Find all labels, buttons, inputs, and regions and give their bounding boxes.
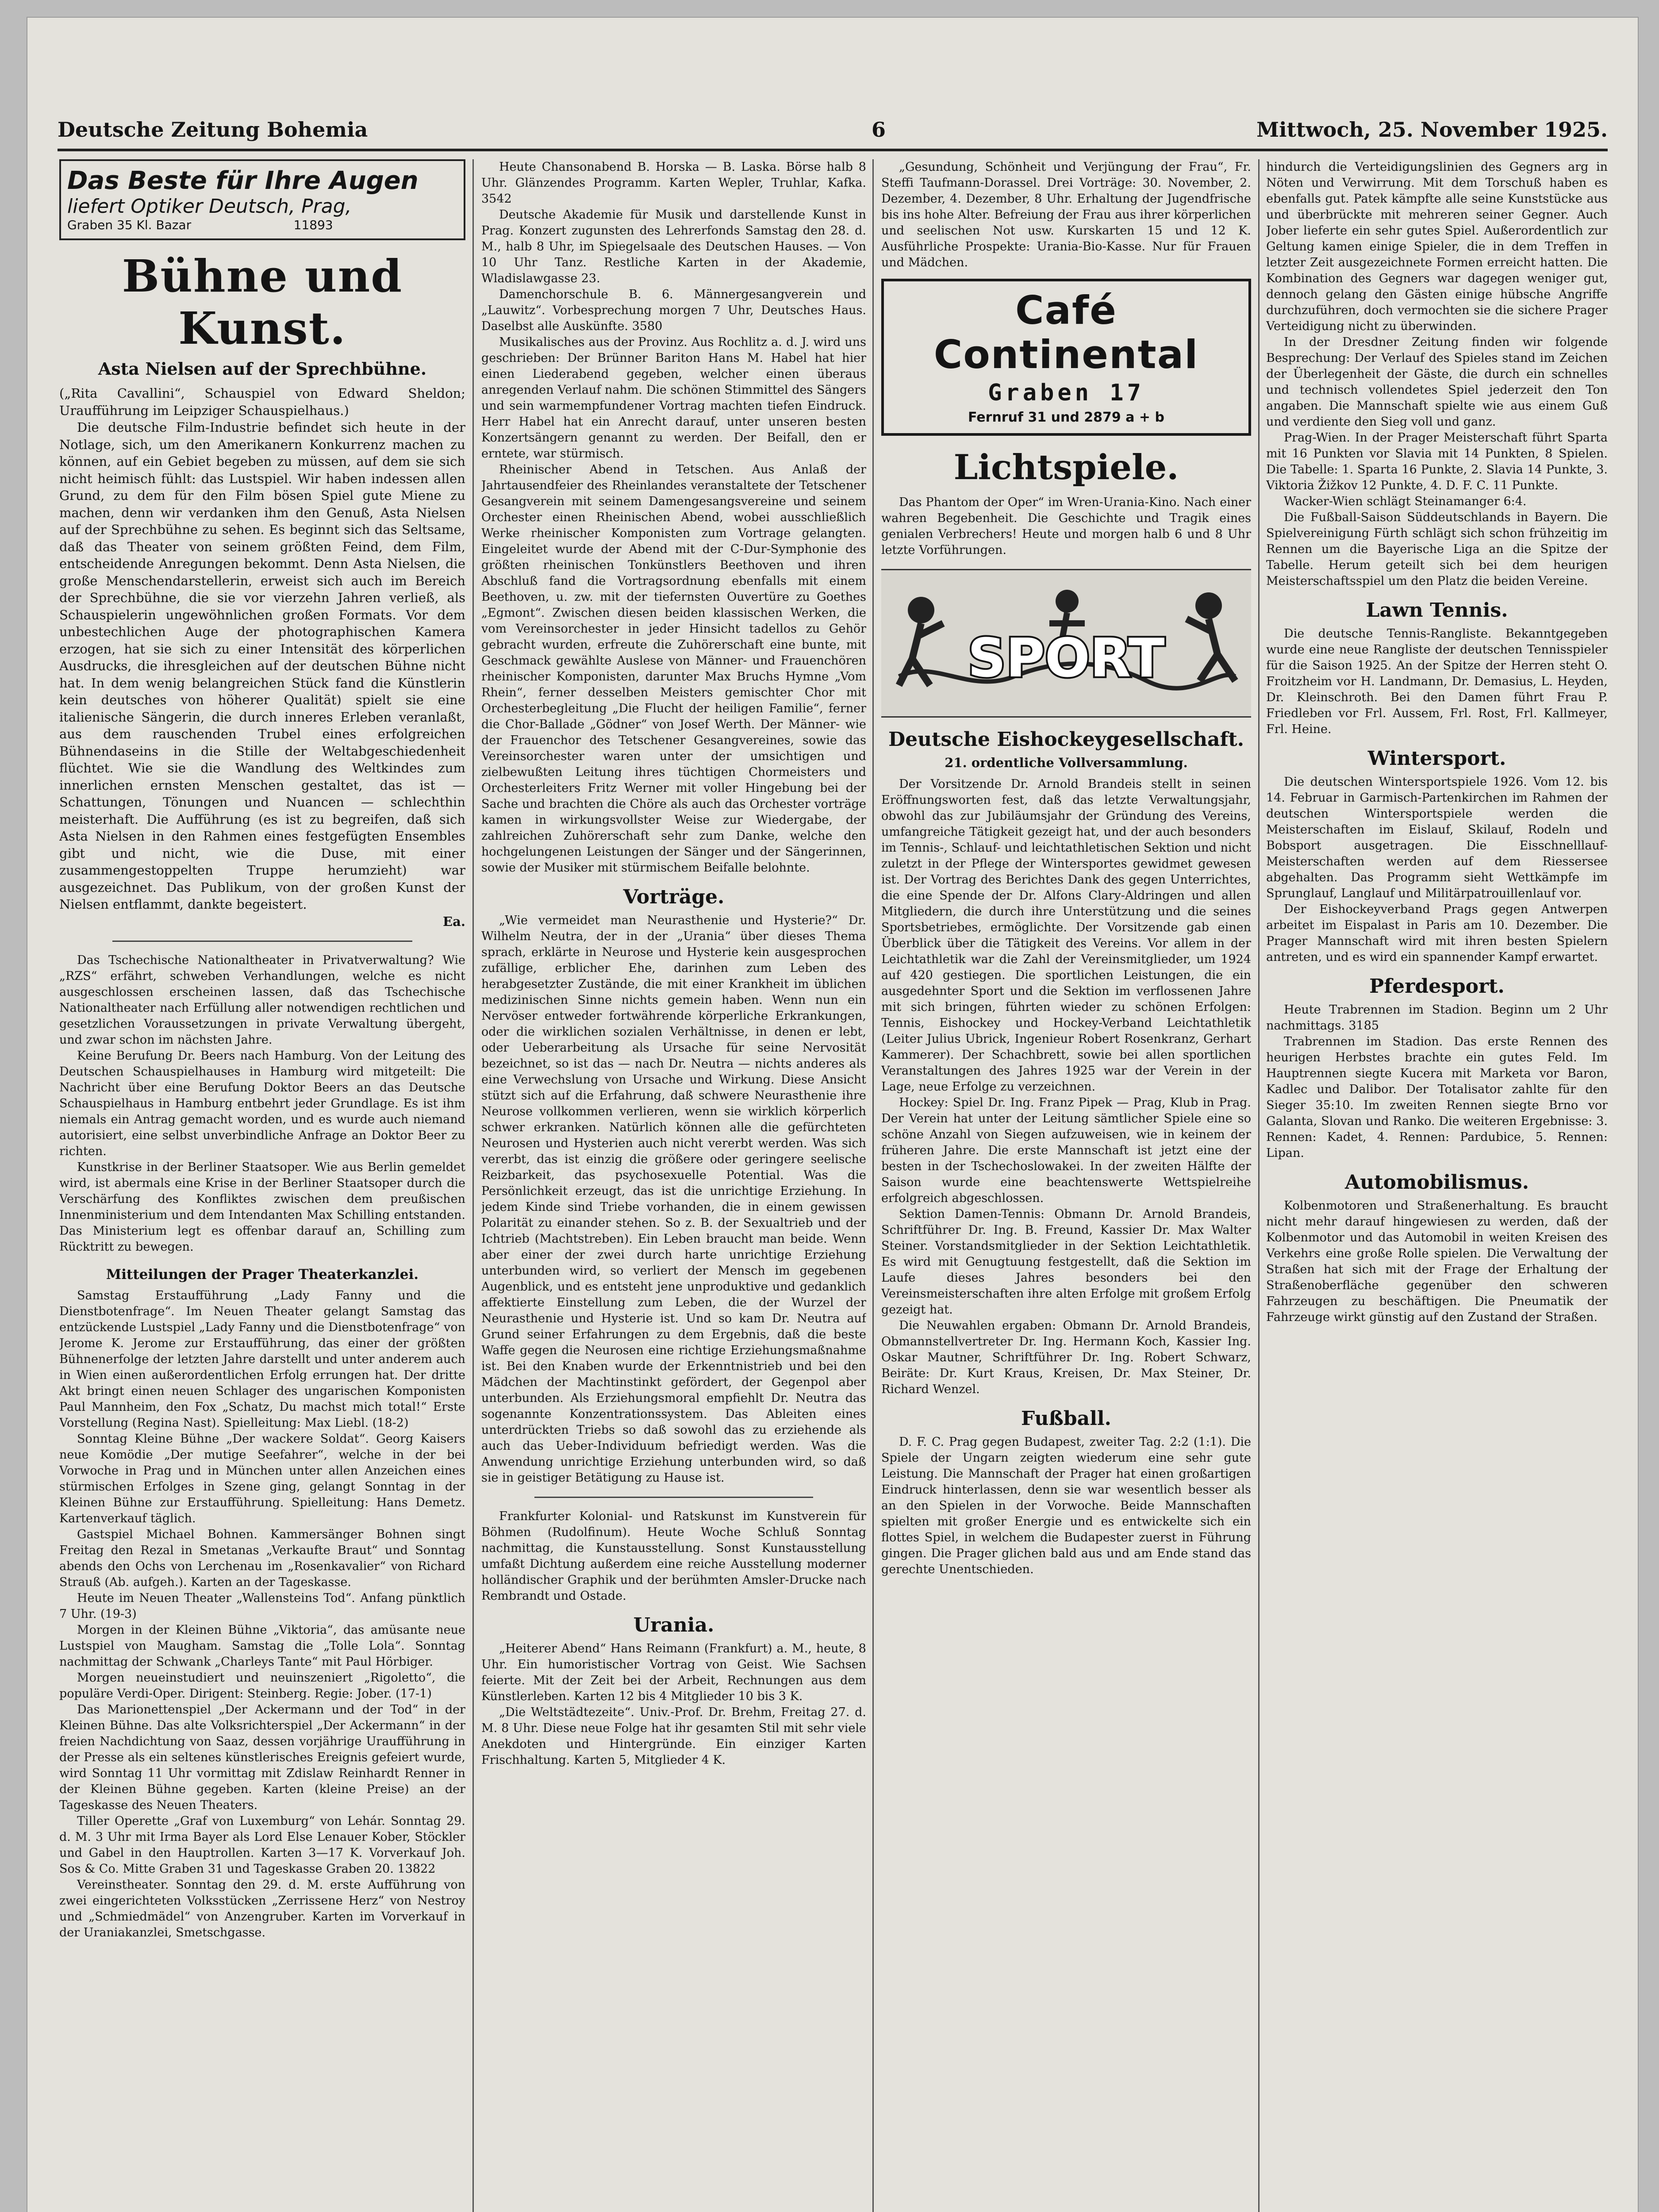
section-heading: Urania. <box>633 1614 714 1636</box>
news-item: Musikalisches aus der Provinz. Aus Rochlitz a. d. J. wird uns geschrieben: Der Brünner Bariton Hans M. Habel hat hier einen Liederabend gegeben, welcher einen überaus anregenden Verlauf nahm. Die schönen Stimmittel des Sängers und sein warmempfundener Vortrag machten tiefen Eindruck. Herr Habel hat ein Anrecht darauf, unter unseren besten Konzertsängern genannt zu werden. Der Beifall, den er erntete, war stürmisch. <box>481 335 866 461</box>
section-heading: Lawn Tennis. <box>1366 599 1508 622</box>
news-item: „Gesundung, Schönheit und Verjüngung der Frau“, Fr. Steffi Taufmann-Dorassel. Drei Vorträge: 30. November, 2. Dezember, 4. Dezember, 8 Uhr. Erhaltung der Jugendfrische bis ins hohe Alter. Befreiung der Frau aus ihrer körperlichen und seelischen Not usw. Kurskarten 15 und 12 K. Ausführliche Prospekte: Urania-Bio-Kasse. Nur für Frauen und Mädchen. <box>881 160 1251 269</box>
news-item: Trabrennen im Stadion. Das erste Rennen des heurigen Herbstes brachte ein gutes Feld. Im Hauptrennen siegte Kucera mit Marketa vor Baron, Kadlec und Dalibor. Der Totalisator zahlte für den Sieger 35:10. Im zweiten Rennen siegte Brno vor Galanta, Slovan und Ranko. Die weiteren Ergebnisse: 3. Rennen: Kadet, 4. Rennen: Pardubice, 5. Rennen: Lipan. <box>1266 1035 1608 1160</box>
section-heading: Lichtspiele. <box>953 447 1179 488</box>
news-item: Keine Berufung Dr. Beers nach Hamburg. Von der Leitung des Deutschen Schauspielhauses in Hamburg wird mitgeteilt: Die Nachricht über eine Berufung Doktor Beers an das Deutsche Schauspielhaus in Hamburg entbehrt jeder Grundlage. Es ist ihm niemals ein Antrag gemacht worden, und es wurde auch niemand autorisiert, eine selbst unverbindliche Anfrage an Doktor Beer zu richten. <box>59 1049 465 1158</box>
sport-banner <box>881 569 1251 718</box>
news-item: Vereinstheater. Sonntag den 29. d. M. erste Aufführung von zwei eingerichteten Volksstücken „Zerrissene Herz“ von Nestroy und „Schmiedmädel“ von Anzengruber. Karten im Vorverkauf in der Uraniakanzlei, Smetschgasse. <box>59 1878 465 1939</box>
news-item: Sektion Damen-Tennis: Obmann Dr. Arnold Brandeis, Schriftführer Dr. Ing. B. Freund, Kassier Dr. Max Walter Steiner. Vorstandsmitglieder in der Sektion Leichtathletik. Es wird mit Genugtuung festgestellt, daß die Sektion im Laufe dieses Jahres besonders bei den Vereinsmeisterschaften ihre alten Erfolge mit großem Erfolg gezeigt hat. <box>881 1207 1251 1317</box>
news-item: Das Marionettenspiel „Der Ackermann und der Tod“ in der Kleinen Bühne. Das alte Volksrichterspiel „Der Ackermann“ in der freien Nachdichtung von Saaz, dessen vorjährige Uraufführung in der Presse als ein seltenes künstlerisches Ereignis gefeiert wurde, wird Sonntag 11 Uhr vormittag mit Zdislaw Reinhardt Renner in der Kleinen Bühne gegeben. Karten (kleine Preise) an der Tageskasse des Neuen Theaters. <box>59 1703 465 1812</box>
news-item: „Heiterer Abend“ Hans Reimann (Frankfurt) a. M., heute, 8 Uhr. Ein humoristischer Vortrag von Geist. Wie Sachsen feierte. Mit der Zeit bei der Arbeit, Rechnungen aus dem Künstlerleben. Karten 12 bis 4 Mitglieder 10 bis 3 K. <box>481 1642 866 1703</box>
page-number: 6 <box>872 118 886 142</box>
news-item: Tiller Operette „Graf von Luxemburg“ von Lehár. Sonntag 29. d. M. 3 Uhr mit Irma Bayer als Lord Else Lenauer Kober, Stöckler und Gabel in den Hauptrollen. Karten 3—17 K. Vorverkauf Joh. Sos & Co. Mitte Graben 31 und Tageskasse Graben 20. 13822 <box>59 1814 465 1876</box>
news-item: Die deutschen Wintersportspiele 1926. Vom 12. bis 14. Februar in Garmisch-Partenkirchen im Rahmen der deutschen Wintersportspiele werden die Meisterschaften im Eislauf, Skilauf, Rodeln und Bobsport ausgetragen. Die Eisschnelllauf-Meisterschaften werden auf dem Riessersee abgehalten. Das Programm sieht Wettkämpfe im Sprunglauf, Langlauf und Militärpatrouillenlauf vor. <box>1266 775 1608 900</box>
news-item: Hockey: Spiel Dr. Ing. Franz Pipek — Prag, Klub in Prag. Der Verein hat unter der Leitung sämtlicher Spiele eine so schöne Anzahl von Siegen aufzuweisen, wie in keinem der früheren Jahre. Die erste Mannschaft ist jetzt eine der besten in der Tschechoslowakei. In der zweiten Hälfte der Saison wurde eine beachtenswerte Wettspielreihe erfolgreich abgeschlossen. <box>881 1096 1251 1205</box>
column-rule <box>472 159 474 2212</box>
article-paragraph: („Rita Cavallini“, Schauspiel von Edward Sheldon; Uraufführung im Leipziger Schauspielhaus.) <box>59 386 465 418</box>
news-item: Das Phantom der Oper“ im Wren-Urania-Kino. Nach einer wahren Begebenheit. Die Geschichte und Tragik eines genialen Verbrechers! Heute und morgen halb 6 und 8 Uhr letzte Vorführungen. <box>881 495 1251 557</box>
ad-company: liefert Optiker Deutsch, Prag, <box>67 195 352 218</box>
news-item: Der Vorsitzende Dr. Arnold Brandeis stellt in seinen Eröffnungsworten fest, daß das letzte Verwaltungsjahr, obwohl das zur Jubiläumsjahr der Gründung des Vereins, umfangreiche Tätigkeit gezeigt hat, und der auch besonders im Tennis-, Schlauf- und leichtathletischen Sektion und nicht zuletzt in der Pflege der Wintersportes gewidmet gewesen ist. Der Vortrag des Berichtes Dank des gegen Unterrichtes, die eine Spende der Dr. Alfons Clary-Aldringen und allen Mitgliedern, die durch ihre Unterstützung und die seines Sportsbetriebes, ermöglichte. Der Vorsitzende gab einen Überblick über die Tätigkeit des Vereins. Vor allem in der Leichtathletik war die Zahl der Vereinsmitglieder, um 1924 auf 420 gestiegen. Die sportlichen Leistungen, die ein ausgedehnter Sport und die Sektion im verflossenen Jahre mit sich bringen, führten wieder zu schönen Erfolgen: Tennis, Eishockey und Hockey-Verband Leichtathletik (Leiter Julius Ubrick, Ingenieur Robert Rosenkranz, Gerhart Kammerer). Der Schachbrett, sowie bei allen sportlichen Veranstaltungen des Jahres 1925 war der Verein in der Lage, neue Erfolge zu verzeichnen. <box>881 777 1251 1094</box>
news-item: D. F. C. Prag gegen Budapest, zweiter Tag. 2:2 (1:1). Die Spiele der Ungarn zeigten wiederum eine sehr gute Leistung. Die Mannschaft der Prager hat einen großartigen Eindruck hinterlassen, denn sie war wesentlich besser als an den Spielen in der Vorwoche. Beide Mannschaften spielten mit großer Energie und es entwickelte sich ein flottes Spiel, in welchem die Budapester zuerst in Führung gingen. Die Prager glichen bald aus und am Ende stand das gerechte Unentschieden. <box>881 1435 1251 1576</box>
news-item: „Wie vermeidet man Neurasthenie und Hysterie?“ Dr. Wilhelm Neutra, der in der „Urania“ über dieses Thema sprach, erklärte in Neurose und Hysterie kein ausgesprochen zufällige, erblicher Ehe, darinhen zum Leben des herabgesetzter Zustände, die mit einer Krankheit im üblichen medizinischen Sinne nichts gemein haben. Wenn nun ein Nervöser entweder fortwährende körperliche Erkrankungen, oder die wirklichen sozialen Verhältnisse, in denen er lebt, oder Ueberarbeitung als Ursache für seine Nervosität bezeichnet, so ist das — nach Dr. Neutra — nichts anderes als eine Verwechslung von Ursache und Wirkung. Diese Ansicht stützt sich auf die Erfahrung, daß schwere Neurasthenie ihre Neurose vollkommen verlieren, wenn sie wirklich körperlich schwer erkranken. Natürlich können alle die gefürchteten Neurosen und Hysterien auch nicht vererbt werden. Was sich vererbt, das ist einzig die größere oder geringere seelische Reizbarkeit, das psychosexuelle Potential. Was die Persönlichkeit erzeugt, das ist die unrichtige Erziehung. In jedem Kinde sind Triebe vorhanden, die in einem gewissen Polarität zu einander stehen. So z. B. der Sexualtrieb und der Ichtrieb (Machtstreben). Ein Leben braucht man beide. Wenn aber einer der zwei durch harte unrichtige Erziehung unterbunden wird, so verliert der Mensch im gegebenen Augenblick, und es entsteht jene unproduktive und gedanklich affektierte Einstellung zum Leben, die der Wurzel der Neurasthenie und Hysterie ist. Und so kam Dr. Neutra auf Grund seiner Erfahrungen zu dem Ergebnis, daß die beste Waffe gegen die Neurosen eine richtige Erziehungsmaßnahme ist. Bei den Knaben wurde der Erkenntnistrieb und bei den Mädchen der Machtinstinkt gefördert, der Gegenpol aber unterbunden. Als Erziehungsmoral empfiehlt Dr. Neutra das sogenannte Konzentrationssystem. Das Ableiten eines unterdrückten Triebs so daß sowohl das zu erziehende als auch das Ueber-Individuum befriedigt werden. Was die Anwendung unrichtige Erziehung unterbunden wird, so daß sie in geistiger Betätigung zu Hause ist. <box>481 914 866 1485</box>
news-item: Heute im Neuen Theater „Wallensteins Tod“. Anfang pünktlich 7 Uhr. (19-3) <box>59 1591 465 1621</box>
cafe-continental-advertisement <box>881 279 1251 436</box>
news-item: Morgen neueinstudiert und neuinszeniert „Rigoletto“, die populäre Verdi-Oper. Dirigent: Steinberg. Regie: Jober. (17-1) <box>59 1671 465 1701</box>
article-signature: Ea. <box>443 914 465 929</box>
news-item: Rheinischer Abend in Tetschen. Aus Anlaß der Jahrtausendfeier des Rheinlandes veranstaltete der Tetschener Gesangverein mit seinem Damengesangsvereine und seinem Orchester einen Rheinischen Abend, wobei ausschließlich Werke rheinischer Komponisten zum Vortrage gelangten. Eingeleitet wurde der Abend mit der C-Dur-Symphonie des größten rheinischen Tonkünstlers Beethoven und ihren Abschluß fand die Vortragsordnung ebenfalls mit einem Beethoven, u. zw. mit der tiefernsten Ouvertüre zu Goethes „Egmont“. Zwischen diesen beiden klassischen Werken, die vom Vereinsorchester in jeder Hinsicht tadellos zu Gehör gebracht wurden, erfreute die Zuhörerschaft eine bunte, mit Geschmack gewählte Auslese von Männer- und Frauenchören rheinischer Komponisten, darunter Max Bruchs Hymne „Vom Rhein“, ferner desselben Meisters gemischter Chor mit Orchesterbegleitung „Die Flucht der heiligen Familie“, ferner die Chor-Ballade „Gödner“ von Josef Werth. Der Männer- wie der Frauenchor des Tetschener Gesangvereines, sowie das Vereinsorchester waren unter der umsichtigen und zielbewußten Leitung ihres tüchtigen Chormeisters und Orchesterleiters Fritz Werner mit voller Hingebung bei der Sache und brachten die Chöre als auch das Orchester vorträge kamen in wirkungsvollster Weise zur Wiedergabe, der zahlreichen Zuhörerschaft sehr zum Danke, welche den hochgelungenen Leistungen der Sänger und der Sängerinnen, sowie der Musiker mit stürmischem Beifalle belohnte. <box>481 463 866 875</box>
news-item: Samstag Erstaufführung „Lady Fanny und die Dienstbotenfrage“. Im Neuen Theater gelangt Samstag das entzückende Lustspiel „Lady Fanny und die Dienstbotenfrage“ von Jerome K. Jerome zur Erstaufführung, das einer der größten Bühnenerfolge der letzten Jahre darstellt und unter anderem auch in Wien einen außerordentlichen Erfolg errungen hat. Der dritte Akt bringt einen neuen Schlager des ungarischen Komponisten Paul Mannheim, den Fox „Schatz, Du machst mich total!“ Erste Vorstellung (Regina Nast). Spielleitung: Max Liebl. (18-2) <box>59 1289 465 1430</box>
section-heading: Deutsche Eishockeygesellschaft. <box>888 728 1244 751</box>
news-item: Heute Chansonabend B. Horska — B. Laska. Börse halb 8 Uhr. Glänzendes Programm. Karten Wepler, Truhlar, Kafka. 3542 <box>481 160 866 206</box>
news-item: Frankfurter Kolonial- und Ratskunst im Kunstverein für Böhmen (Rudolfinum). Heute Woche Schluß Sonntag nachmittag, die Kunstausstellung. Sonst Kunstausstellung umfaßt Dichtung außerdem eine reiche Ausstellung moderner holländischer Graphik und der berühmten Amsler-Drucke nach Rembrandt und Ostade. <box>481 1509 866 1603</box>
section-heading: Fußball. <box>1021 1407 1111 1430</box>
column-4 <box>1266 159 1608 2212</box>
sport-illustration <box>881 570 1251 716</box>
column-rule <box>1258 159 1260 2212</box>
news-item: Der Eishockeyverband Prags gegen Antwerpen arbeitet im Eispalast in Paris am 10. Dezember. Die Prager Mannschaft wird mit ihren besten Spielern antreten, und es wird ein spannender Kampf erwartet. <box>1266 902 1608 964</box>
news-item: Heute Trabrennen im Stadion. Beginn um 2 Uhr nachmittags. 3185 <box>1266 1003 1608 1033</box>
running-head-left: Deutsche Zeitung Bohemia <box>58 118 368 142</box>
section-heading: Pferdesport. <box>1369 975 1505 998</box>
news-item: Gastspiel Michael Bohnen. Kammersänger Bohnen singt Freitag den Rezal in Smetanas „Verkaufte Braut“ und Sonntag abends den Ochs von Lerchenau im „Rosenkavalier“ von Richard Strauß (Ab. aufgeh.). Karten an der Tageskasse. <box>59 1528 465 1589</box>
column-1 <box>59 159 465 2212</box>
ad-address: Graben 35 Kl. Bazar 11893 <box>67 218 333 232</box>
newspaper-page <box>27 18 1638 2212</box>
news-item: Wacker-Wien schlägt Steinamanger 6:4. <box>1284 495 1527 508</box>
section-heading: Wintersport. <box>1367 747 1506 770</box>
cafe-phone: Fernruf 31 und 2879 a + b <box>968 410 1164 425</box>
news-item: In der Dresdner Zeitung finden wir folgende Besprechung: Der Verlauf des Spieles stand im Zeichen der Überlegenheit der Gäste, die durch ein schnelles und technisch vollendetes Spiel jederzeit den Ton angaben. Die Mannschaft spielte wie aus einem Guß und verdiente den Sieg voll und ganz. <box>1266 335 1608 429</box>
news-item: Die deutsche Tennis-Rangliste. Bekanntgegeben wurde eine neue Rangliste der deutschen Tennisspieler für die Saison 1925. An der Spitze der Herren steht O. Froitzheim vor H. Landmann, Dr. Demasius, L. Heyden, Dr. Kleinschroth. Bei den Damen führt Frau P. Friedleben vor Frl. Aussem, Frl. Rost, Frl. Kallmeyer, Frl. Heine. <box>1266 627 1608 736</box>
article-paragraph: Die deutsche Film-Industrie befindet sich heute in der Notlage, sich, um den Amerikanern Konkurrenz machen zu können, auf ein Gebiet begeben zu müssen, auf dem sie sich nicht heimisch fühlt: das Lustspiel. Wir haben indessen allen Grund, zu dem für den Film bösen Spiel gute Miene zu machen, denn wir verdanken ihm den Genuß, Asta Nielsen auf der Sprechbühne zu sehen. Es beginnt sich das Seltsame, daß das Theater von seinem größten Feind, dem Film, entscheidende Anregungen bekommt. Denn Asta Nielsen, die große Menschendarstellerin, erweist sich auch im Bereich der Sprechbühne, die sie vor vierzehn Jahren verließ, als Schauspielerin ungewöhnlichen großen Formats. Vor dem unbestechlichen Auge der photographischen Kamera erzogen, hat sie sich zu einer Intensität des körperlichen Ausdrucks, die ihresgleichen auf der deutschen Bühne nicht hat. In dem wenig belangreichen Stück fand die Künstlerin kein deutsches von höherer Qualität) spielt sie eine italienische Sängerin, die durch inneres Erleben veranlaßt, aus dem rauschenden Trubel eines erfolgreichen Bühnendaseins in die Stille der Weltabgeschiedenheit flüchtet. Wie sie die Wandlung des Weltkindes zum innerlichen ernsten Menschen gestaltet, das ist — Schattungen, Tönungen und Nuancen — schlechthin meisterhaft. Die Aufführung (es ist zu begreifen, daß sich Asta Nielsen in den Rahmen eines festgefügten Ensembles gibt und nicht, wie die Duse, mit einer zusammengestoppelten Truppe herumzieht) war ausgezeichnet. Das Publikum, von der großen Kunst der Nielsen entflammt, dankte begeistert. <box>59 420 465 912</box>
section-title: Bühne und Kunst. <box>122 250 403 354</box>
news-item: Morgen in der Kleinen Bühne „Viktoria“, das amüsante neue Lustspiel von Maugham. Samstag die „Tolle Lola“. Sonntag nachmittag der Schwank „Charleys Tante“ mit Paul Hörbiger. <box>59 1623 465 1669</box>
news-item: Das Tschechische Nationaltheater in Privatverwaltung? Wie „RZS“ erfährt, schweben Verhandlungen, welche es nicht ausgeschlossen erscheinen lassen, daß das Tschechische Nationaltheater nach Erfüllung aller notwendigen rechtlichen und gesetzlichen Voraussetzungen in private Verwaltung übergeht, und zwar schon im nächsten Jahre. <box>59 953 465 1047</box>
cafe-address: Graben 17 <box>988 380 1144 406</box>
ad-headline: Das Beste für Ihre Augen <box>67 166 419 195</box>
column-2 <box>481 159 866 2212</box>
running-head-date: Mittwoch, 25. November 1925. <box>1256 118 1608 142</box>
section-heading: Automobilismus. <box>1344 1171 1529 1194</box>
section-subheading: 21. ordentliche Vollversammlung. <box>945 755 1188 770</box>
cafe-name: Café Continental <box>933 288 1199 377</box>
news-item: Prag-Wien. In der Prager Meisterschaft führt Sparta mit 16 Punkten vor Slavia mit 14 Punkten, 8 Spielen. Die Tabelle: 1. Sparta 16 Punkte, 2. Slavia 14 Punkte, 3. Viktoria Žižkov 12 Punkte, 4. D. F. C. 11 Punkte. <box>1266 431 1608 492</box>
top-rule <box>58 149 1608 151</box>
news-item: Die Neuwahlen ergaben: Obmann Dr. Arnold Brandeis, Obmannstellvertreter Dr. Ing. Hermann Koch, Kassier Ing. Oskar Mautner, Schriftführer Dr. Ing. Robert Schwarz, Beiräte: Dr. Kurt Kraus, Kreisen, Dr. Max Steiner, Dr. Richard Wenzel. <box>881 1319 1251 1396</box>
news-item: Damenchorschule B. 6. Männergesangverein und „Lauwitz“. Vorbesprechung morgen 7 Uhr, Deutsches Haus. Daselbst alle Auskünfte. 3580 <box>481 288 866 333</box>
news-item: hindurch die Verteidigungslinien des Gegners arg in Nöten und Verwirrung. Mit dem Torschuß haben es ebenfalls gut. Patek kämpfte alle seine Kunststücke aus und überbrückte mit mehreren seiner Gegner. Auch Jober lieferte ein sehr gutes Spiel. Außerordentlich zur Geltung kamen einige Spieler, die in dem Treffen in letzter Zeit ausgezeichnete Formen erreicht hatten. Die Kombination des Gegners war dagegen weniger gut, dennoch gelang den Gästen einige hübsche Angriffe durchzuführen, doch vermochten sie die sichere Prager Verteidigung nicht zu überwinden. <box>1266 160 1608 333</box>
divider <box>112 941 412 942</box>
news-item: Die Fußball-Saison Süddeutschlands in Bayern. Die Spielvereinigung Fürth schlägt sich schon frühzeitig im Rennen um die Bayerische Liga an die Spitze der Tabelle. Herum geteilt sich bei dem heurigen Meisterschaftsspiel um den Platz die beiden Vereine. <box>1266 511 1608 588</box>
column-3 <box>881 159 1251 2212</box>
news-item: Kolbenmotoren und Straßenerhaltung. Es braucht nicht mehr darauf hingewiesen zu werden, daß der Kolbenmotor und das Automobil in weiten Kreisen des Verkehrs eine große Rolle spielen. Die Verwaltung der Straßen hat sich mit der Frage der Erhaltung der Straßenoberfläche gegenüber den schweren Fahrzeugen zu beschäftigen. Die Pneumatik der Fahrzeuge wirkt günstig auf den Zustand der Straßen. <box>1266 1199 1608 1324</box>
section-heading: Vorträge. <box>623 886 725 908</box>
running-head <box>58 111 1608 150</box>
section-heading: Mitteilungen der Prager Theaterkanzlei. <box>106 1267 419 1283</box>
article-headline: Asta Nielsen auf der Sprechbühne. <box>98 359 427 379</box>
news-item: Kunstkrise in der Berliner Staatsoper. Wie aus Berlin gemeldet wird, ist abermals eine Krise in der Berliner Staatsoper durch die Verschärfung des Konfliktes zwischen dem preußischen Innenministerium und dem Intendanten Max Schilling entstanden. Das Ministerium legt es offenbar darauf an, Schilling zum Rücktritt zu bewegen. <box>59 1160 465 1254</box>
sport-word: SPORT <box>968 628 1165 689</box>
news-item: „Die Weltstädtezeite“. Univ.-Prof. Dr. Brehm, Freitag 27. d. M. 8 Uhr. Diese neue Folge hat ihr gesamten Stil mit sehr viele Anekdoten und Hintergründe. Ein einziger Karten Frischhaltung. Karten 5, Mitglieder 4 K. <box>481 1705 866 1767</box>
news-item: Deutsche Akademie für Musik und darstellende Kunst in Prag. Konzert zugunsten des Lehrerfonds Samstag den 28. d. M., halb 8 Uhr, im Spiegelsaale des Deutschen Hauses. — Von 10 Uhr Tanz. Restliche Karten in der Akademie, Wladislawgasse 23. <box>481 208 866 285</box>
divider <box>534 1497 813 1498</box>
optiker-advertisement <box>59 159 465 240</box>
news-item: Sonntag Kleine Bühne „Der wackere Soldat“. Georg Kaisers neue Komödie „Der mutige Seefahrer“, welche in der bei Vorwoche in Prag und in München unter allen Anzeichen eines stürmischen Erfolges in Szene ging, gelangt Sonntag in der Kleinen Bühne zur Erstaufführung. Spielleitung: Hans Demetz. Kartenverkauf täglich. <box>59 1432 465 1525</box>
column-rule <box>872 159 874 2212</box>
